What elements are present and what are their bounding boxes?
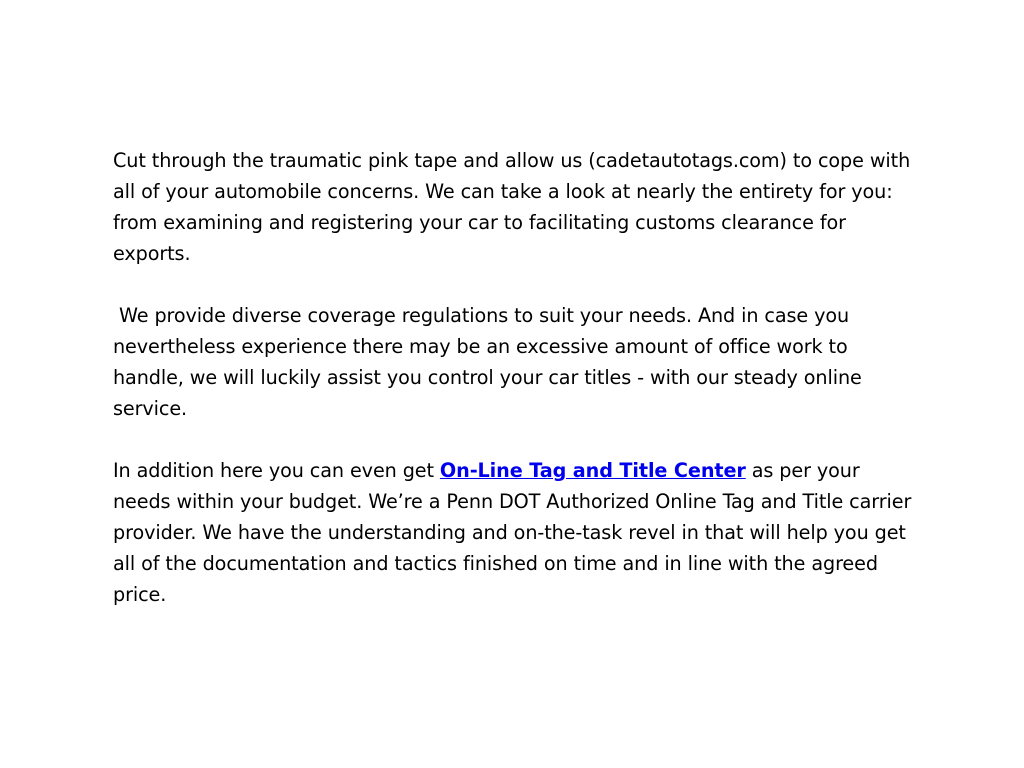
paragraph-service-rest: as per your needs within your budget. We’re a Penn DOT Authorized Online Tag and Title carrier provider. We have the understanding and on-the-task revel in that will help you get all of the documentation and tactics finished on time and in line with the agreed price.: [113, 459, 918, 606]
paragraph-intro: Cut through the traumatic pink tape and allow us (cadetautotags.com) to cope with all of your automobile concerns. We can take a look at nearly the entirety for you: from examining and registering your car to facilitating customs clearance for exports.: [113, 149, 911, 265]
paragraph-service-lead: In addition here you can even get: [113, 459, 440, 482]
paragraph-gap: [113, 269, 913, 300]
paragraph-coverage: We provide diverse coverage regulations to suit your needs. And in case you nevertheless experience there may be an excessive amount of office work to handle, we will luckily assist you control your car titles - with our steady online service.: [113, 304, 868, 420]
paragraph-service: [113, 455, 918, 610]
online-tag-title-center-link[interactable]: On-Line Tag and Title Center: [439, 459, 746, 482]
paragraph-gap: [113, 424, 913, 455]
text-body: [113, 145, 918, 610]
